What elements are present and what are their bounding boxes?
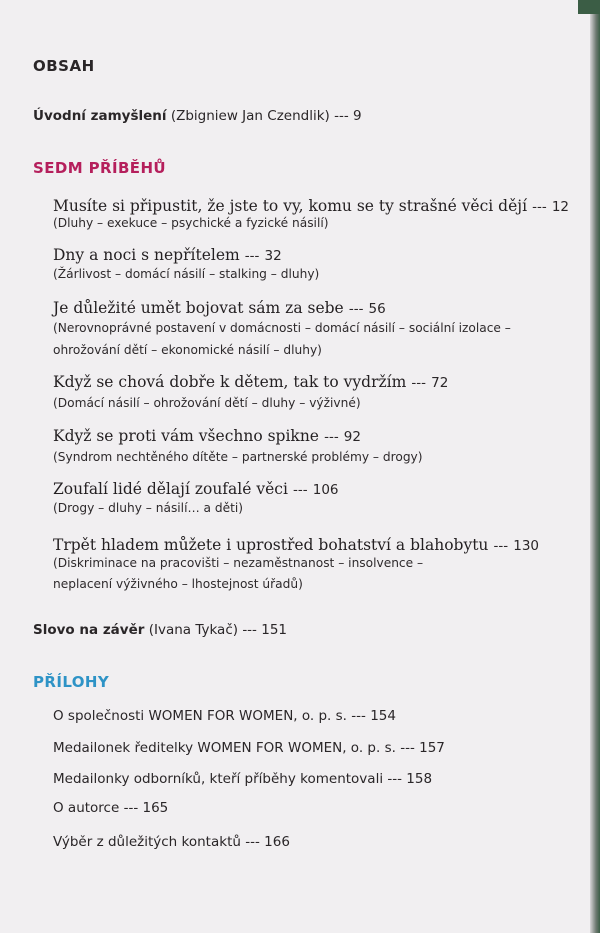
story-entry-1[interactable] (53, 196, 569, 215)
toc-intro-entry[interactable] (33, 108, 362, 124)
appendix-text: O společnosti WOMEN FOR WOMEN, o. p. s. (53, 708, 347, 724)
appendix-entry-3[interactable] (53, 771, 432, 787)
story-title: Když se proti vám všechno spikne (53, 427, 319, 445)
closing-author: (Ivana Tykač) (148, 622, 239, 638)
appendix-text: Medailonek ředitelky WOMEN FOR WOMEN, o. p. s. (53, 740, 396, 756)
story-subtitle: (Drogy – dluhy – násilí… a děti) (53, 501, 244, 515)
appendix-dashes: --- (245, 834, 260, 850)
closing-page: 151 (261, 622, 288, 638)
closing-dashes: --- (242, 622, 257, 638)
story-dashes: --- (324, 429, 339, 445)
story-subtitle: (Žárlivost – domácí násilí – stalking – dluhy) (53, 267, 320, 281)
closing-title: Slovo na závěr (33, 622, 145, 638)
story-subtitle: (Domácí násilí – ohrožování dětí – dluhy – výživné) (53, 396, 361, 410)
story-dashes: --- (532, 199, 547, 215)
appendix-entry-2[interactable] (53, 740, 445, 756)
story-subtitle-cont: ohrožování dětí – ekonomické násilí – dluhy) (53, 343, 322, 357)
intro-title: Úvodní zamyšlení (33, 108, 167, 124)
appendix-page: 166 (264, 834, 290, 850)
toc-heading: OBSAH (33, 57, 95, 75)
appendix-entry-1[interactable] (53, 708, 396, 724)
appendix-page: 158 (406, 771, 433, 787)
toc-closing-entry[interactable] (33, 622, 287, 638)
story-subtitle: (Syndrom nechtěného dítěte – partnerské problémy – drogy) (53, 450, 423, 464)
section-heading-appendices: PŘÍLOHY (33, 673, 110, 691)
story-title: Musíte si připustit, že jste to vy, komu se ty strašné věci dějí (53, 197, 528, 215)
appendix-page: 157 (419, 740, 445, 756)
story-subtitle-cont: neplacení výživného – lhostejnost úřadů) (53, 577, 303, 591)
story-page: 56 (368, 301, 386, 317)
story-title: Zoufalí lidé dělají zoufalé věci (53, 480, 288, 498)
story-dashes: --- (348, 301, 364, 317)
page-edge (590, 0, 600, 933)
story-title: Když se chová dobře k dětem, tak to vydržím (53, 373, 407, 391)
intro-page: 9 (353, 108, 362, 124)
section-heading-stories: SEDM PŘÍBĚHŮ (33, 159, 166, 177)
appendix-page: 154 (370, 708, 396, 724)
intro-author: (Zbigniew Jan Czendlik) (170, 108, 330, 124)
story-page: 32 (264, 248, 282, 264)
story-page: 92 (343, 429, 361, 445)
story-title: Je důležité umět bojovat sám za sebe (53, 299, 344, 317)
story-title: Trpět hladem můžete i uprostřed bohatství a blahobytu (53, 536, 489, 554)
story-subtitle: (Diskriminace na pracovišti – nezaměstnanost – insolvence – (53, 556, 424, 570)
story-dashes: --- (493, 538, 509, 554)
story-entry-7[interactable] (53, 535, 539, 554)
appendix-entry-4[interactable] (53, 800, 168, 816)
page-corner (578, 0, 600, 14)
story-entry-5[interactable] (53, 426, 361, 445)
appendix-page: 165 (142, 800, 169, 816)
story-subtitle: (Nerovnoprávné postavení v domácnosti – domácí násilí – sociální izolace – (53, 321, 511, 335)
appendix-text: Medailonky odborníků, kteří příběhy komentovali (53, 771, 384, 787)
story-page: 130 (513, 538, 540, 554)
story-dashes: --- (411, 375, 427, 391)
appendix-dashes: --- (123, 800, 139, 816)
story-title: Dny a noci s nepřítelem (53, 246, 240, 264)
appendix-dashes: --- (387, 771, 402, 787)
appendix-dashes: --- (400, 740, 415, 756)
appendix-dashes: --- (351, 708, 366, 724)
story-dashes: --- (293, 482, 308, 498)
story-page: 106 (312, 482, 339, 498)
story-entry-2[interactable] (53, 245, 282, 264)
story-entry-4[interactable] (53, 372, 448, 391)
appendix-text: Výběr z důležitých kontaktů (53, 834, 241, 850)
story-entry-3[interactable] (53, 298, 386, 317)
story-subtitle: (Dluhy – exekuce – psychické a fyzické násilí) (53, 216, 329, 230)
appendix-text: O autorce (53, 800, 120, 816)
story-dashes: --- (244, 248, 260, 264)
intro-dashes: --- (334, 108, 349, 124)
story-page: 72 (431, 375, 449, 391)
story-entry-6[interactable] (53, 479, 339, 498)
story-page: 12 (551, 199, 570, 215)
appendix-entry-5[interactable] (53, 834, 290, 850)
